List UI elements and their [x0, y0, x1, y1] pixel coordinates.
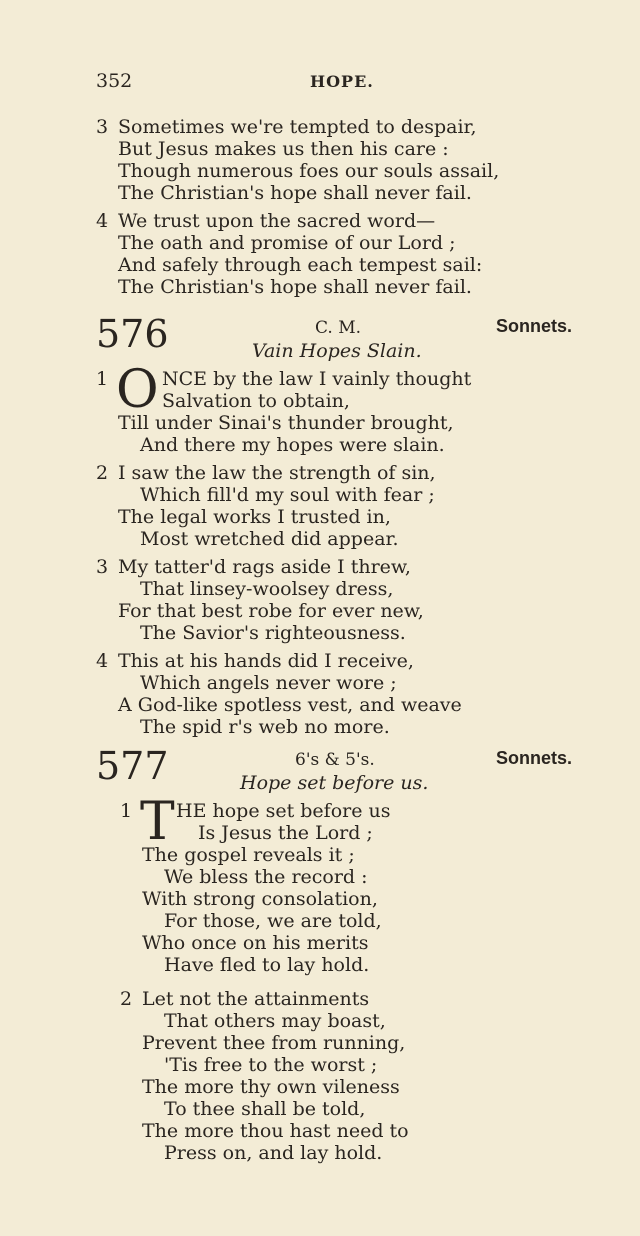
verse-line: That others may boast,: [164, 1010, 386, 1032]
verse-line: A God-like spotless vest, and weave: [118, 694, 462, 716]
verse-line: Is Jesus the Lord ;: [198, 822, 373, 844]
verse-line: NCE by the law I vainly thought: [162, 368, 472, 390]
verse-line: But Jesus makes us then his care :: [118, 138, 449, 160]
verse-line: The more thy own vileness: [142, 1076, 400, 1098]
verse-line: Till under Sinai's thunder brought,: [118, 412, 454, 434]
verse-line: The gospel reveals it ;: [142, 844, 355, 866]
verse-line: The Christian's hope shall never fail.: [118, 276, 472, 298]
verse-line: We bless the record :: [164, 866, 368, 888]
verse-number: 2: [96, 462, 109, 484]
verse-line: Salvation to obtain,: [162, 390, 350, 412]
verse-line: Who once on his merits: [142, 932, 369, 954]
verse-line: The Savior's righteousness.: [140, 622, 406, 644]
verse-number: 3: [96, 116, 109, 138]
verse-number: 4: [96, 650, 109, 672]
verse-line: I saw the law the strength of sin,: [118, 462, 436, 484]
verse-line: The more thou hast need to: [142, 1120, 409, 1142]
verse-line: Which fill'd my soul with fear ;: [140, 484, 435, 506]
hymn-meter: 6's & 5's.: [295, 750, 375, 770]
verse-number: 2: [120, 988, 133, 1010]
verse-line: Press on, and lay hold.: [164, 1142, 383, 1164]
page-header: [96, 70, 586, 94]
verse-line: For that best robe for ever new,: [118, 600, 424, 622]
drop-cap: T: [140, 792, 175, 852]
hymn-tune: Sonnets.: [496, 316, 573, 336]
hymn-tune: Sonnets.: [496, 748, 573, 768]
hymn-number: 576: [96, 312, 169, 356]
verse-line: And there my hopes were slain.: [140, 434, 445, 456]
verse-line: Sometimes we're tempted to despair,: [118, 116, 477, 138]
verse-number: 3: [96, 556, 109, 578]
verse-line: Let not the attainments: [142, 988, 370, 1010]
verse-line: Prevent thee from running,: [142, 1032, 406, 1054]
verse-line: Which angels never wore ;: [140, 672, 397, 694]
verse-line: The Christian's hope shall never fail.: [118, 182, 472, 204]
verse-line: My tatter'd rags aside I threw,: [118, 556, 411, 578]
verse-line: To thee shall be told,: [164, 1098, 366, 1120]
hymn-title: Vain Hopes Slain.: [252, 340, 422, 362]
hymn-number: 577: [96, 744, 169, 788]
verse-line: Most wretched did appear.: [140, 528, 399, 550]
verse-line: Have fled to lay hold.: [164, 954, 370, 976]
page-number: 352: [96, 70, 133, 92]
verse-line: The oath and promise of our Lord ;: [118, 232, 456, 254]
drop-cap: O: [116, 360, 159, 420]
verse-number: 4: [96, 210, 109, 232]
verse-line: With strong consolation,: [142, 888, 378, 910]
verse-line: For those, we are told,: [164, 910, 382, 932]
verse-number: 1: [120, 800, 133, 822]
verse-line: We trust upon the sacred word—: [118, 210, 436, 232]
verse-line: And safely through each tempest sail:: [118, 254, 483, 276]
verse-line: The spid r's web no more.: [140, 716, 390, 738]
verse-line: HE hope set before us: [176, 800, 391, 822]
verse-line: The legal works I trusted in,: [118, 506, 391, 528]
verse-line: That linsey-woolsey dress,: [140, 578, 394, 600]
running-head: HOPE.: [310, 72, 374, 91]
hymn-meter: C. M.: [315, 318, 362, 338]
verse-line: Though numerous foes our souls assail,: [118, 160, 500, 182]
hymn-title: Hope set before us.: [240, 772, 429, 794]
verse-line: 'Tis free to the worst ;: [164, 1054, 378, 1076]
verse-number: 1: [96, 368, 109, 390]
verse-line: This at his hands did I receive,: [118, 650, 414, 672]
